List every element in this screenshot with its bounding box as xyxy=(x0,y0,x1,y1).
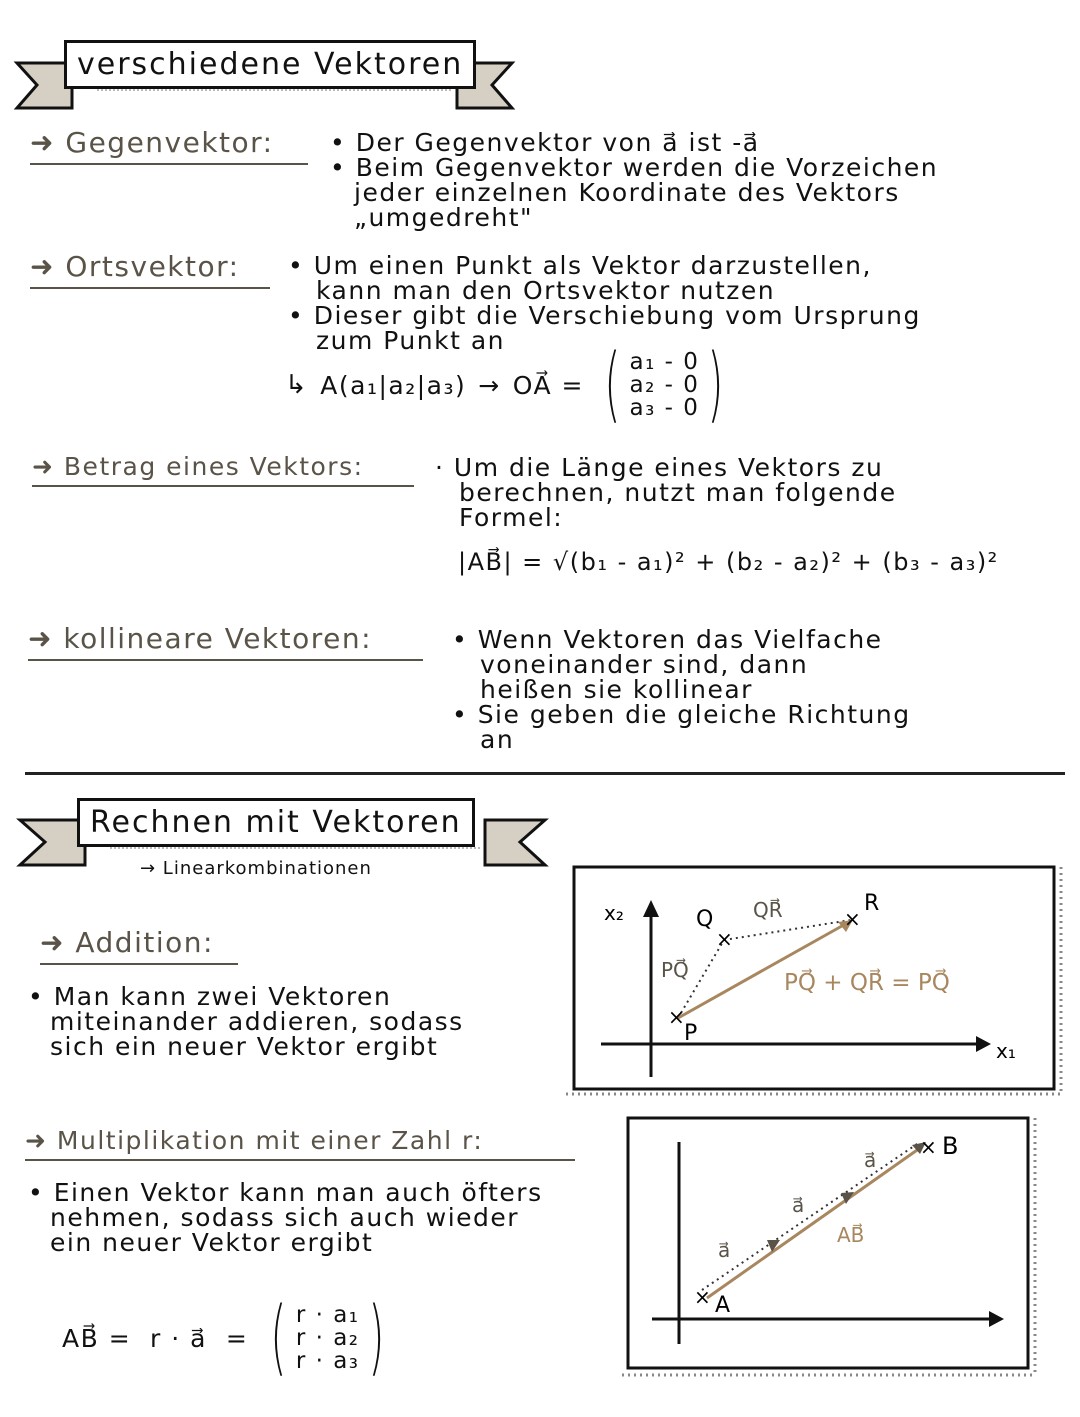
multiplikation-text xyxy=(28,1180,543,1255)
gegenvektor-text xyxy=(330,130,938,230)
vector-a-label: a⃗ xyxy=(864,1148,877,1172)
formula-point: A(a₁|a₂|a₃) xyxy=(320,370,467,400)
svg-text:×: × xyxy=(716,927,733,951)
svg-text:×: × xyxy=(694,1285,711,1309)
gegenvektor-label: Gegenvektor: xyxy=(65,126,274,159)
betrag-text xyxy=(435,455,897,530)
text-line: • Man kann zwei Vektoren xyxy=(28,982,392,1011)
text-line: • Sie geben die gleiche Richtung xyxy=(452,700,911,729)
heading-addition: ➜ Addition: xyxy=(40,926,238,965)
vector-a-label: a⃗ xyxy=(718,1238,731,1262)
betrag-formula: |AB⃗| = √(b₁ - a₁)² + (b₂ - a₂)² + (b₃ - a₃)² xyxy=(458,548,999,576)
text-line: • Der Gegenvektor von a⃗ ist -a⃗ xyxy=(330,128,760,157)
text-line: • Beim Gegenvektor werden die Vorzeichen xyxy=(330,153,939,182)
matrix-row: r · a₃ xyxy=(295,1347,360,1374)
point-p-label: P xyxy=(684,1021,698,1046)
addition-text xyxy=(28,984,464,1059)
point-r-label: R xyxy=(864,891,880,916)
formula-arrow: → xyxy=(478,370,501,400)
text-line: zum Punkt an xyxy=(316,326,505,355)
vector-ab-label: AB⃗ xyxy=(837,1223,865,1247)
point-b-label: B xyxy=(942,1132,959,1160)
text-line: voneinander sind, dann xyxy=(480,650,809,679)
text-line: ein neuer Vektor ergibt xyxy=(50,1228,374,1257)
matrix-row: a₂ - 0 xyxy=(629,371,700,398)
subtitle-linearkombinationen: → Linearkombinationen xyxy=(140,858,372,879)
addition-label: Addition: xyxy=(75,926,214,959)
text-line: · Um die Länge eines Vektors zu xyxy=(435,453,884,482)
svg-text:×: × xyxy=(668,1005,685,1029)
text-line: miteinander addieren, sodass xyxy=(50,1007,464,1036)
text-line: berechnen, nutzt man folgende xyxy=(459,478,897,507)
ortsvektor-matrix: ( a₁ - 0 a₂ - 0 a₃ - 0 ) xyxy=(604,337,725,432)
text-line: jeder einzelnen Koordinate des Vektors xyxy=(354,178,900,207)
axis-x1-label: x₁ xyxy=(996,1039,1016,1063)
vector-qr-label: QR⃗ xyxy=(753,898,783,922)
svg-text:×: × xyxy=(920,1135,937,1159)
multiplikation-label: Multiplikation mit einer Zahl r: xyxy=(56,1126,484,1155)
text-line: Formel: xyxy=(459,503,564,532)
addition-diagram xyxy=(566,862,1066,1098)
text-line: heißen sie kollinear xyxy=(480,675,753,704)
multiplikation-diagram xyxy=(622,1112,1042,1380)
text-line: nehmen, sodass sich auch wieder xyxy=(50,1203,520,1232)
heading-kollinear: ➜ kollineare Vektoren: xyxy=(28,622,423,661)
section-title-rechnen: Rechnen mit Vektoren xyxy=(77,798,475,847)
formula-text: AB⃗ = r · a⃗ = xyxy=(62,1323,249,1353)
vector-a-label: a⃗ xyxy=(792,1193,805,1217)
text-line: sich ein neuer Vektor ergibt xyxy=(50,1032,439,1061)
text-line: • Um einen Punkt als Vektor darzustellen, xyxy=(288,251,872,280)
kollinear-label: kollineare Vektoren: xyxy=(63,622,373,655)
multiplikation-formula xyxy=(62,1290,393,1385)
kollinear-text xyxy=(452,627,911,752)
text-line: kann man den Ortsvektor nutzen xyxy=(316,276,776,305)
addition-equation: PQ⃗ + QR⃗ = PQ⃗ xyxy=(784,970,950,996)
betrag-label: Betrag eines Vektors: xyxy=(63,452,364,481)
text-line: an xyxy=(480,725,515,754)
text-line: • Einen Vektor kann man auch öfters xyxy=(28,1178,543,1207)
text-line: • Wenn Vektoren das Vielfache xyxy=(452,625,883,654)
text-line: • Dieser gibt die Verschiebung vom Ursprung xyxy=(288,301,921,330)
text-line: „umgedreht" xyxy=(354,203,534,232)
vector-pq-label: PQ⃗ xyxy=(661,958,689,982)
corner-arrow-icon: ↳ xyxy=(285,369,309,400)
heading-multiplikation: ➜ Multiplikation mit einer Zahl r: xyxy=(25,1126,575,1161)
point-a-label: A xyxy=(715,1293,731,1318)
axis-x2-label: x₂ xyxy=(604,901,624,925)
formula-vector: OA⃗ = xyxy=(512,370,584,400)
matrix-row: a₃ - 0 xyxy=(629,394,700,421)
matrix-row: a₁ - 0 xyxy=(629,348,700,375)
multiplikation-matrix: ( r · a₁ r · a₂ r · a₃ ) xyxy=(270,1290,385,1385)
matrix-row: r · a₁ xyxy=(295,1301,360,1328)
heading-ortsvektor: ➜ Ortsvektor: xyxy=(30,250,270,289)
section-divider xyxy=(25,772,1065,775)
heading-betrag: ➜ Betrag eines Vektors: xyxy=(32,452,414,487)
point-q-label: Q xyxy=(696,907,714,932)
heading-gegenvektor: ➜ Gegenvektor: xyxy=(30,126,308,165)
matrix-row: r · a₂ xyxy=(295,1324,360,1351)
ortsvektor-label: Ortsvektor: xyxy=(65,250,240,283)
svg-text:×: × xyxy=(844,907,861,931)
section-title-verschiedene-vektoren: verschiedene Vektoren xyxy=(64,40,476,89)
